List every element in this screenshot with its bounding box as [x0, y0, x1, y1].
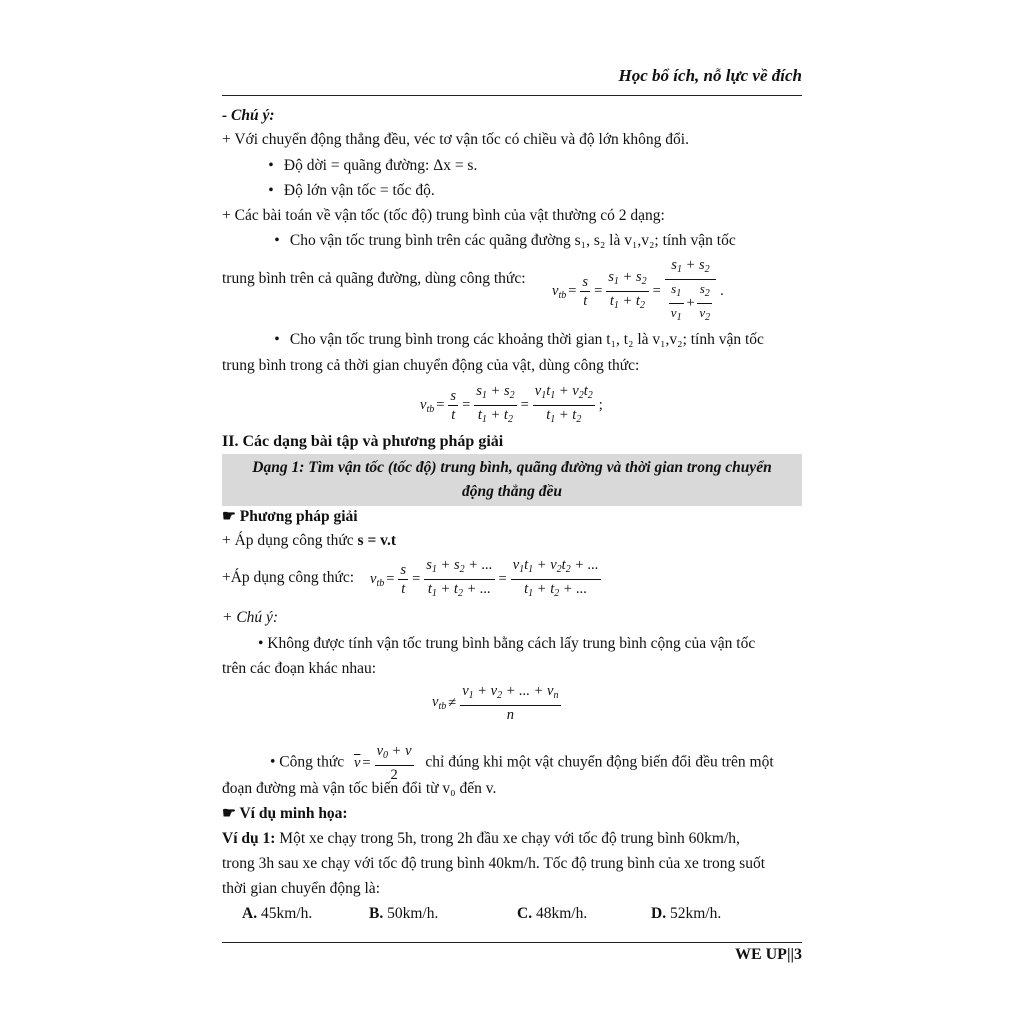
example-line-1 — [222, 829, 740, 849]
example-text: Một xe chạy trong 5h, trong 2h đầu xe chạy với tốc độ trung bình 60km/h, — [275, 830, 740, 847]
warning-line-1-cont: trên các đoạn khác nhau: — [222, 660, 377, 677]
note-line-2: + Các bài toán về vận tốc (tốc độ) trung bình của vật thường có 2 dạng: — [222, 207, 665, 224]
bullet-line-1 — [262, 156, 477, 176]
answer-c — [517, 904, 587, 924]
bullet-icon: • — [274, 331, 280, 348]
formula-avg-general: $v_{tb}$ = $\frac{s}{t}$ = $\frac{s_1 + s_2 + ...}{t_1 + t_2 + ...}$ = $\frac{v_1t_1 + v_2t_2 + ...}{t_1 + t_2 + ...}$ — [370, 557, 599, 599]
bullet-line-2 — [262, 181, 435, 201]
section-heading: II. Các dạng bài tập và phương pháp giải — [222, 433, 504, 450]
apply-line-2: +Áp dụng công thức: — [222, 569, 355, 586]
warning-line-2-cont: đoạn đường mà vận tốc biến đổi từ v₀ đến v. — [222, 780, 497, 797]
answer-text: 52km/h. — [669, 905, 722, 922]
answer-letter: B. — [369, 905, 384, 922]
example-line-2: trong 3h sau xe chạy với tốc độ trung bình 40km/h. Tốc độ trung bình của xe trong suốt — [222, 855, 766, 872]
topic-box — [222, 454, 802, 506]
apply-line-1 — [222, 531, 396, 551]
answer-letter: A. — [242, 905, 258, 922]
formula-not-equal: $v_{tb}$ ≠ $\frac{v_1 + v_2 + ... + v_n}{n}$ — [432, 683, 559, 723]
answer-a — [242, 904, 312, 924]
bullet-line-4-cont: trung bình trong cả thời gian chuyển động của vật, dùng công thức: — [222, 357, 640, 374]
warning-text-cont: chỉ đúng khi một vật chuyển động biến đổi đều trên một — [425, 753, 774, 771]
note-line-1: + Với chuyển động thẳng đều, véc tơ vận tốc có chiều và độ lớn không đổi. — [222, 131, 689, 148]
formula-avg-distance: $v_{tb}$ = $\frac{s}{t}$ = $\frac{s_1 + s_2}{t_1 + t_2}$ = $s_1 + s_2$ $\frac{s_1}{v_1}$ + $\frac{s_2}{v_2}$ . — [552, 257, 724, 323]
header-title: Học bổ ích, nỗ lực về đích — [618, 66, 802, 85]
formula-avg-time: $v_{tb}$ = $\frac{s}{t}$ = $\frac{s_1 + s_2}{t_1 + t_2}$ = $\frac{v_1t_1 + v_2t_2}{t_1 + t_2}$ ; — [420, 383, 603, 425]
note-heading-2: + Chú ý: — [222, 609, 279, 626]
method-heading: ☛ Phương pháp giải — [222, 508, 358, 525]
answer-text: 48km/h. — [535, 905, 588, 922]
answer-letter: C. — [517, 905, 533, 922]
bullet-text: Độ lớn vận tốc = tốc độ. — [283, 182, 435, 199]
page-number: WE UP||3 — [734, 946, 802, 963]
bullet-icon: • — [274, 232, 280, 249]
bullet-line-4 — [268, 330, 764, 350]
bullet-text: Cho vận tốc trung bình trên các quãng đường s₁, s₂ là v₁,v₂; tính vận tốc — [289, 232, 736, 249]
bullet-text: Cho vận tốc trung bình trong các khoảng thời gian t₁, t₂ là v₁,v₂; tính vận tốc — [289, 331, 764, 348]
apply-text: + Áp dụng công thức — [222, 532, 358, 549]
warning-text: • Công thức — [270, 753, 345, 771]
answer-letter: D. — [651, 905, 667, 922]
warning-line-1: • Không được tính vận tốc trung bình bằng cách lấy trung bình cộng của vận tốc — [258, 635, 756, 652]
topic-line-1: Dạng 1: Tìm vận tốc (tốc độ) trung bình, quãng đường và thời gian trong chuyển — [252, 459, 772, 476]
note-heading: - Chú ý: — [222, 107, 275, 124]
example-label: Ví dụ 1: — [222, 830, 276, 847]
bullet-line-3-cont: trung bình trên cả quãng đường, dùng công thức: — [222, 270, 526, 287]
answer-b — [369, 904, 438, 924]
footer-rule — [222, 942, 802, 943]
example-heading: ☛ Ví dụ minh họa: — [222, 805, 348, 822]
answer-text: 45km/h. — [260, 905, 313, 922]
apply-formula: s = v.t — [357, 532, 397, 549]
bullet-icon: • — [268, 182, 274, 199]
bullet-icon: • — [268, 157, 274, 174]
answer-d — [651, 904, 721, 924]
header-rule — [222, 95, 802, 96]
bullet-text: Độ dời = quãng đường: Δx = s. — [283, 157, 478, 174]
formula-mean-velocity: $\overline{v}$ = $\frac{v_0 + v}{2}$ — [353, 743, 412, 783]
bullet-line-3 — [268, 231, 736, 251]
example-line-3: thời gian chuyển động là: — [222, 880, 380, 897]
warning-line-2 — [270, 742, 774, 784]
answer-text: 50km/h. — [387, 905, 439, 922]
topic-line-2: động thẳng đều — [462, 483, 562, 500]
